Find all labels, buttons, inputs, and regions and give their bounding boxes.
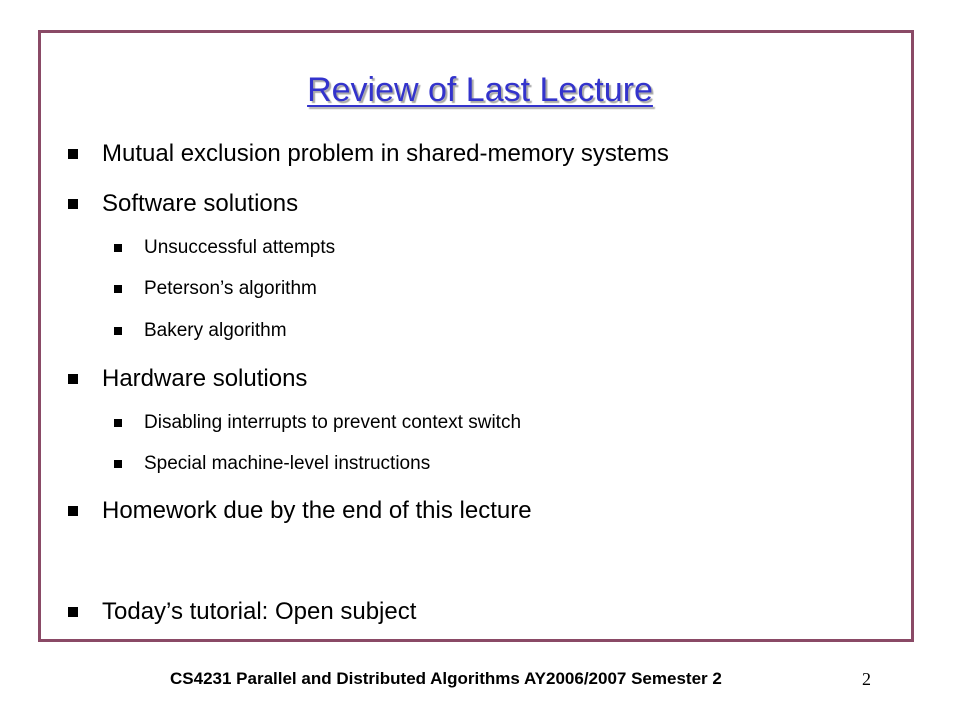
- square-bullet-icon: [114, 244, 122, 252]
- sub-bullet-item: [114, 235, 335, 261]
- bullet-item: [68, 596, 416, 628]
- square-bullet-icon: [114, 285, 122, 293]
- bullet-text: Mutual exclusion problem in shared-memory systems: [102, 140, 669, 167]
- sub-bullet-text: Bakery algorithm: [144, 320, 287, 341]
- bullet-text: Hardware solutions: [102, 365, 308, 392]
- sub-bullet-text: Disabling interrupts to prevent context switch: [144, 412, 522, 433]
- bullet-text: Today’s tutorial: Open subject: [102, 598, 417, 625]
- sub-bullet-item: [114, 410, 521, 436]
- bullet-text: Homework due by the end of this lecture: [102, 497, 532, 524]
- square-bullet-icon: [68, 374, 78, 384]
- bullet-item: [68, 363, 307, 395]
- square-bullet-icon: [68, 607, 78, 617]
- sub-bullet-item: [114, 318, 287, 344]
- square-bullet-icon: [68, 149, 78, 159]
- square-bullet-icon: [114, 419, 122, 427]
- sub-bullet-item: [114, 451, 430, 477]
- square-bullet-icon: [114, 327, 122, 335]
- bullet-text: Software solutions: [102, 190, 299, 217]
- slide-title: Review of Last Lecture: [307, 71, 653, 109]
- sub-bullet-text: Special machine-level instructions: [144, 453, 431, 474]
- sub-bullet-text: Unsuccessful attempts: [144, 237, 336, 258]
- bullet-item: [68, 188, 298, 220]
- slide-footer: CS4231 Parallel and Distributed Algorithms AY2006/2007 Semester 2: [170, 669, 722, 688]
- bullet-item: [68, 138, 669, 170]
- bullet-item: [68, 495, 532, 527]
- sub-bullet-text: Peterson’s algorithm: [144, 278, 317, 299]
- square-bullet-icon: [68, 506, 78, 516]
- page-number: 2: [862, 669, 871, 689]
- square-bullet-icon: [114, 460, 122, 468]
- sub-bullet-item: [114, 276, 317, 302]
- square-bullet-icon: [68, 199, 78, 209]
